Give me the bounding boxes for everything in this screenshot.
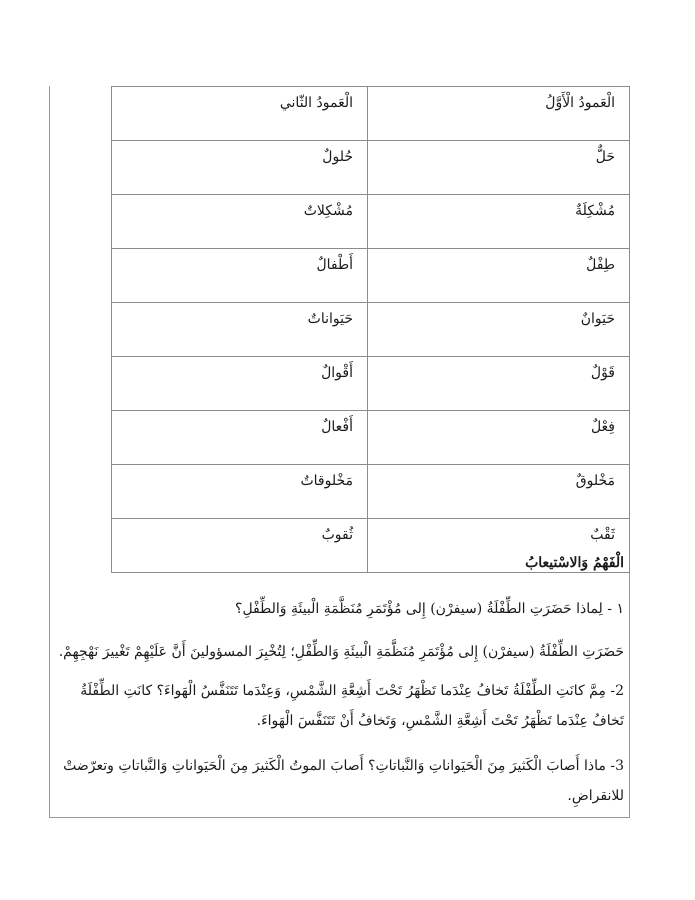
singular-word: حَيَوانٌ (368, 303, 630, 357)
column-1-header: الْعَمودُ الْأَوَّلُ (368, 87, 630, 141)
plural-word: حَيَواناتٌ (112, 303, 368, 357)
question-2: 2- مِمَّ كانَتِ الطِّفْلَةُ تَخافُ عِنْدَما تَظْهَرُ تَحْتَ أَشِعَّةِ الشَّمْسِ، وَعِنْدَما تَتَنَفَّسُ الْهَواءَ؟ كانَتِ الطِّفْلَةُ تَخافُ عِنْدَما تَظْهَرُ تَحْتَ أَشِعَّةِ الشَّمْسِ، وَتَخافُ أَنْ تَتَنَفَّسَ الْهَواءَ. (80, 683, 624, 729)
singular-word: مَخْلوقٌ (368, 465, 630, 519)
table-row (112, 465, 630, 519)
question-1: ١ - لِماذا حَضَرَتِ الطِّفْلَةُ (سيفرْن) إِلى مُؤْتَمَرِ مُنَظَّمَةِ الْبيئَةِ وَالطِّفْلِ؟ (235, 601, 624, 617)
plural-word: ثُقوبٌ (112, 519, 368, 573)
singular-word: قَوْلٌ (368, 357, 630, 411)
singular-word: طِفْلٌ (368, 249, 630, 303)
plural-word: مُشْكِلاتٌ (112, 195, 368, 249)
table-row (112, 411, 630, 465)
plural-word: مَخْلوقاتٌ (112, 465, 368, 519)
singular-word: ثَقْبٌ (368, 519, 630, 573)
table-row (112, 357, 630, 411)
answer-1: حَضَرَتِ الطِّفْلَةُ (سيفرْن) إِلى مُؤْتَمَرِ مُنَظَّمَةِ الْبيئَةِ وَالطِّفْلِ؛ لِتُخْبِرَ المسؤولينَ أَنَّ عَلَيْهِمْ تَغْييرَ نَهْجِهِمْ. (58, 644, 624, 660)
table-row (112, 249, 630, 303)
comprehension-title: الْفَهْمُ وَالاسْتيعابُ (525, 555, 624, 571)
singular-word: حَلٌّ (368, 141, 630, 195)
vocabulary-table (111, 86, 630, 573)
table-header-row (112, 87, 630, 141)
plural-word: حُلولٌ (112, 141, 368, 195)
singular-word: مُشْكِلَةٌ (368, 195, 630, 249)
table-row (112, 303, 630, 357)
table-row (112, 141, 630, 195)
singular-word: فِعْلٌ (368, 411, 630, 465)
table-row (112, 195, 630, 249)
plural-word: أَقْوالٌ (112, 357, 368, 411)
plural-word: أَفْعالٌ (112, 411, 368, 465)
column-2-header: الْعَمودُ الثّاني (112, 87, 368, 141)
question-3: 3- ماذا أَصابَ الْكَثيرَ مِنَ الْحَيَواناتِ وَالنَّباتاتِ؟ أَصابَ الموتُ الْكَثيرَ مِنَ الْحَيَواناتِ وَالنَّباتاتِ وتعرّضتْ للانقراضِ. (63, 758, 624, 804)
plural-word: أَطْفالٌ (112, 249, 368, 303)
